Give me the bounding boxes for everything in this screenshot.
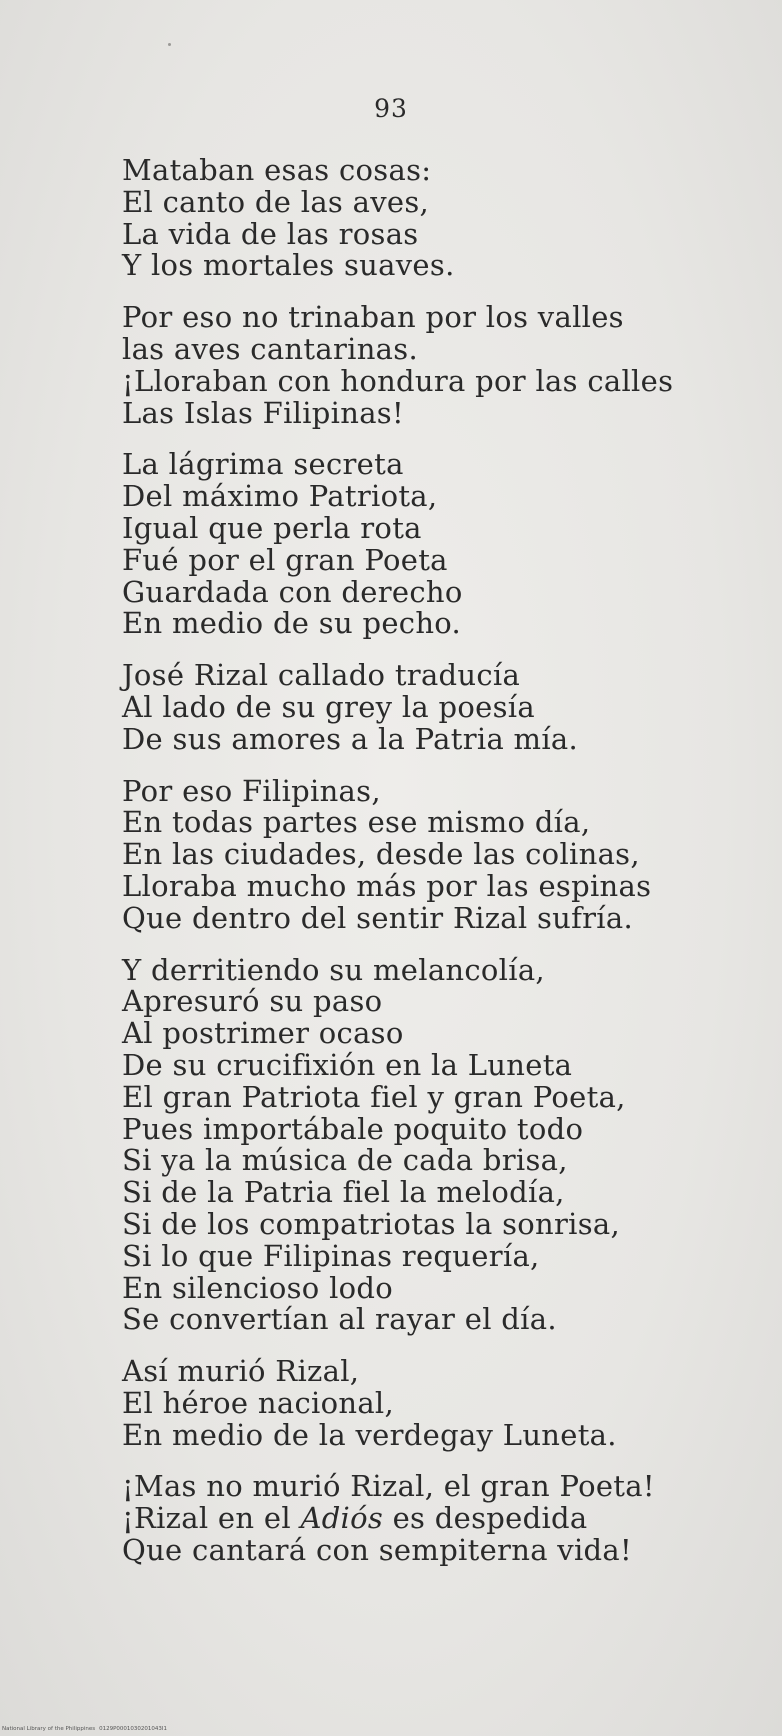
poem-line: Mataban esas cosas: bbox=[122, 153, 432, 187]
stanza bbox=[122, 449, 742, 640]
stanza bbox=[122, 773, 742, 935]
page-speck bbox=[168, 43, 171, 46]
poem-line: En silencioso lodo bbox=[122, 1270, 394, 1305]
poem bbox=[122, 155, 742, 1587]
poem-line: El canto de las aves, bbox=[122, 184, 430, 219]
poem-line: Si lo que Filipinas requería, bbox=[122, 1238, 540, 1273]
poem-line: ¡Mas no murió Rizal, el gran Poeta! bbox=[122, 1469, 655, 1504]
poem-line: Pues importábale poquito todo bbox=[122, 1111, 584, 1146]
poem-line: Si de los compatriotas la sonrisa, bbox=[122, 1206, 621, 1241]
poem-line: Que dentro del sentir Rizal sufría. bbox=[122, 900, 633, 935]
poem-line: Fué por el gran Poeta bbox=[122, 542, 448, 577]
stanza bbox=[122, 155, 742, 282]
poem-line: Al lado de su grey la poesía bbox=[122, 689, 535, 724]
footer-id: 0129P0001030201043I1 bbox=[99, 1726, 168, 1732]
poem-line: La vida de las rosas bbox=[122, 216, 419, 251]
poem-line: José Rizal callado traducía bbox=[122, 658, 521, 693]
poem-line: En las ciudades, desde las colinas, bbox=[122, 837, 640, 872]
poem-line: En medio de su pecho. bbox=[122, 606, 462, 641]
poem-line: ¡Lloraban con hondura por las calles bbox=[122, 363, 674, 398]
page-number: 93 bbox=[374, 94, 408, 123]
poem-line: Si de la Patria fiel la melodía, bbox=[122, 1175, 565, 1210]
poem-line: Las Islas Filipinas! bbox=[122, 395, 404, 430]
italic-word: Adiós bbox=[300, 1501, 384, 1536]
poem-line: Del máximo Patriota, bbox=[122, 479, 438, 514]
poem-line: Y los mortales suaves. bbox=[122, 248, 455, 283]
poem-line: Que cantará con sempiterna vida! bbox=[122, 1533, 632, 1568]
poem-line: De sus amores a la Patria mía. bbox=[122, 721, 579, 756]
poem-line: Así murió Rizal, bbox=[122, 1354, 360, 1389]
poem-line: En medio de la verdegay Luneta. bbox=[122, 1417, 617, 1452]
stanza bbox=[122, 1471, 742, 1566]
stanza bbox=[122, 952, 742, 1337]
poem-line: Por eso no trinaban por los valles bbox=[122, 300, 624, 335]
poem-line: El héroe nacional, bbox=[122, 1385, 395, 1420]
poem-line: La lágrima secreta bbox=[122, 447, 404, 482]
poem-line: De su crucifixión en la Luneta bbox=[122, 1047, 573, 1082]
poem-line: ¡Rizal en el Adiós es despedida bbox=[122, 1501, 588, 1536]
stanza bbox=[122, 1356, 742, 1451]
footer-library: National Library of the Philippines bbox=[2, 1726, 96, 1732]
stanza bbox=[122, 660, 742, 755]
poem-line: Por eso Filipinas, bbox=[122, 773, 381, 808]
stanza bbox=[122, 302, 742, 429]
poem-line: En todas partes ese mismo día, bbox=[122, 805, 591, 840]
footer-credit bbox=[2, 1726, 167, 1732]
poem-line: Al postrimer ocaso bbox=[122, 1016, 404, 1051]
poem-line: Igual que perla rota bbox=[122, 510, 422, 545]
poem-line: las aves cantarinas. bbox=[122, 331, 418, 366]
poem-line: Apresuró su paso bbox=[122, 984, 383, 1019]
poem-line: El gran Patriota fiel y gran Poeta, bbox=[122, 1079, 626, 1114]
poem-line: Lloraba mucho más por las espinas bbox=[122, 868, 652, 903]
poem-line: Se convertían al rayar el día. bbox=[122, 1302, 557, 1337]
poem-line: Y derritiendo su melancolía, bbox=[122, 952, 545, 987]
poem-line: Guardada con derecho bbox=[122, 574, 463, 609]
poem-line: Si ya la música de cada brisa, bbox=[122, 1143, 568, 1178]
